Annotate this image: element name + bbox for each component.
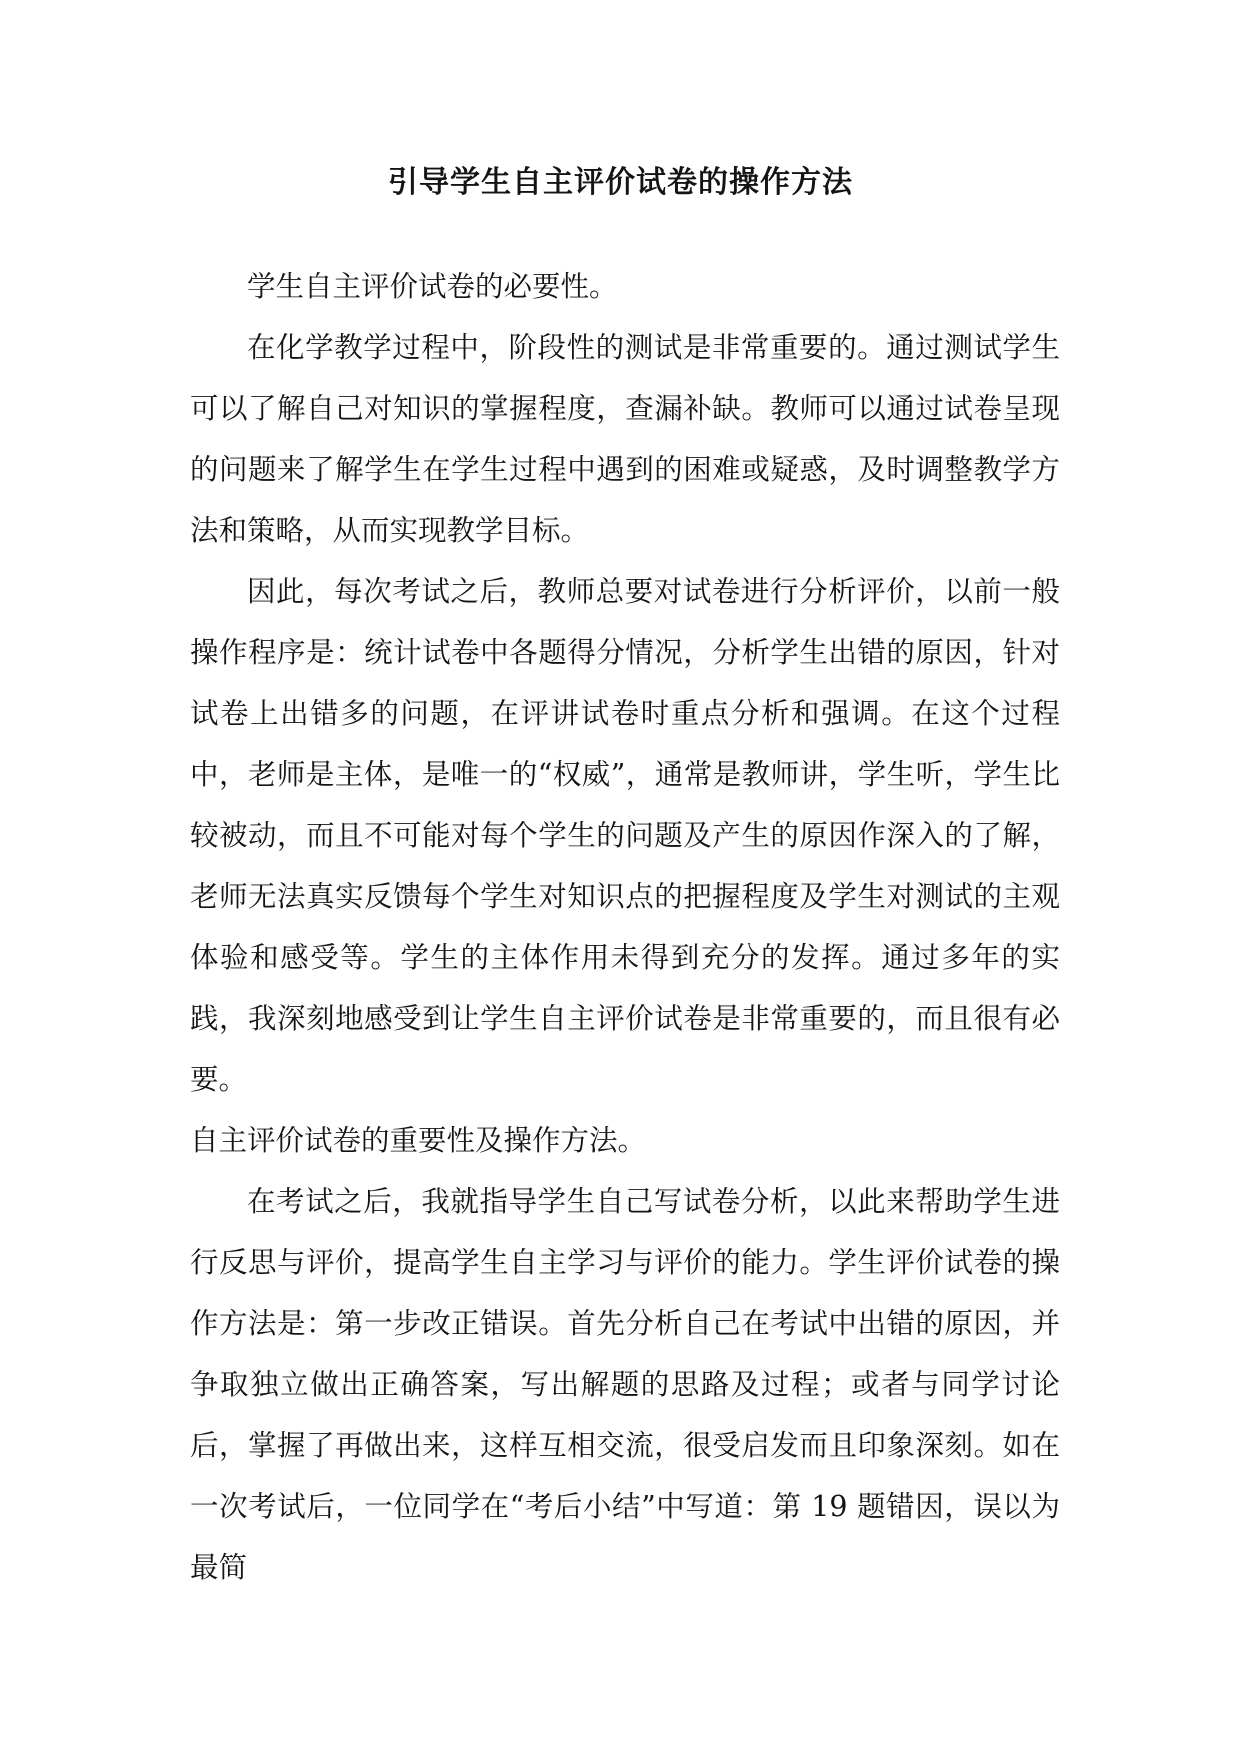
document-title: 引导学生自主评价试卷的操作方法	[388, 165, 853, 200]
paragraph-operation-method: 在考试之后，我就指导学生自己写试卷分析，以此来帮助学生进行反思与评价，提高学生自主学习与评价的能力。学生评价试卷的操作方法是：第一步改正错误。首先分析自己在考试中出错的原因，并争取独立做出正确答案，写出解题的思路及过程；或者与同学讨论后，掌握了再做出来，这样互相交流，很受启发而且印象深刻。如在一次考试后，一位同学在“考后小结”中写道：第 19 题错因，误以为最简	[190, 1185, 1060, 1584]
paragraph-testing-importance: 在化学教学过程中，阶段性的测试是非常重要的。通过测试学生可以了解自己对知识的掌握程度，查漏补缺。教师可以通过试卷呈现的问题来了解学生在学生过程中遇到的困难或疑惑，及时调整教学方法和策略，从而实现教学目标。	[190, 331, 1060, 547]
document-body	[190, 256, 1060, 1598]
paragraph-traditional-method: 因此，每次考试之后，教师总要对试卷进行分析评价，以前一般操作程序是：统计试卷中各题得分情况，分析学生出错的原因，针对试卷上出错多的问题，在评讲试卷时重点分析和强调。在这个过程中，老师是主体，是唯一的“权威”，通常是教师讲，学生听，学生比较被动，而且不可能对每个学生的问题及产生的原因作深入的了解，老师无法真实反馈每个学生对知识点的把握程度及学生对测试的主观体验和感受等。学生的主体作用未得到充分的发挥。通过多年的实践，我深刻地感受到让学生自主评价试卷是非常重要的，而且很有必要。	[190, 575, 1060, 1096]
paragraph-method-heading: 自主评价试卷的重要性及操作方法。	[190, 1124, 647, 1157]
paragraph-necessity-heading: 学生自主评价试卷的必要性。	[247, 270, 618, 303]
